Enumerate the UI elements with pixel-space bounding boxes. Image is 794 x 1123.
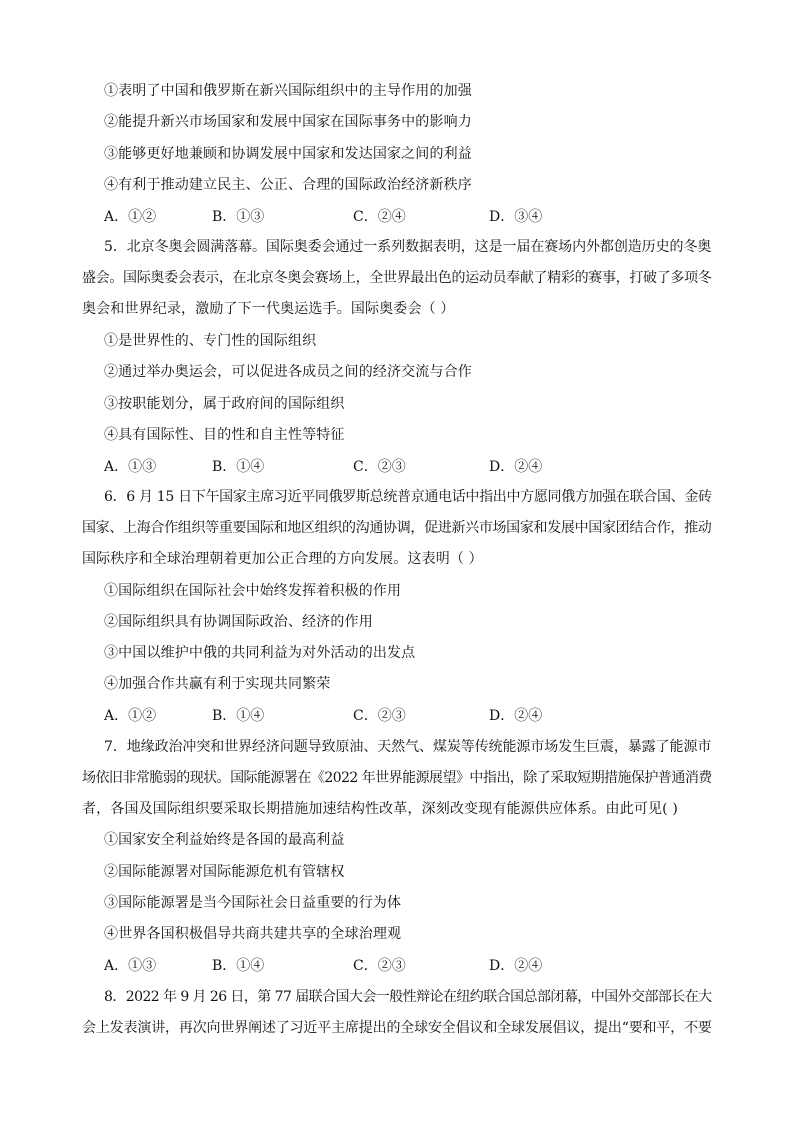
q7-option-b[interactable]: B．①④ [212, 958, 265, 974]
q4-item-1: ①表明了中国和俄罗斯在新兴国际组织中的主导作用的加强 [104, 83, 472, 99]
q5-stem-line-3: 奥会和世界纪录，激励了下一代奥运选手。国际奥委会（ ） [82, 301, 455, 317]
q4-option-c[interactable]: C．②④ [353, 209, 406, 225]
q8-stem-line-1: 8．2022 年 9 月 26 日，第 77 届联合国大会一般性辩论在纽约联合国总部闭幕，中国外交部部长在大 [104, 989, 712, 1005]
q5-item-2: ②通过举办奥运会，可以促进各成员之间的经济交流与合作 [104, 364, 472, 380]
q6-stem-line-3: 国际秩序和全球治理朝着更加公正合理的方向发展。这表明（ ） [82, 551, 483, 567]
q6-stem-line-1: 6．6 月 15 日下午国家主席习近平同俄罗斯总统普京通电话中指出中方愿同俄方加强在联合国、金砖 [104, 489, 712, 505]
q7-item-1: ①国家安全利益始终是各国的最高利益 [104, 832, 345, 848]
q6-item-3: ③中国以维护中俄的共同利益为对外活动的出发点 [104, 645, 416, 661]
q7-item-2: ②国际能源署对国际能源危机有管辖权 [104, 864, 345, 880]
q5-stem-line-1: 5．北京冬奥会圆满落幕。国际奥委会通过一系列数据表明，这是一届在赛场内外都创造历史的冬奥 [104, 239, 712, 255]
q6-item-1: ①国际组织在国际社会中始终发挥着积极的作用 [104, 583, 402, 599]
q5-option-c[interactable]: C．②③ [353, 459, 406, 475]
q4-item-4: ④有利于推动建立民主、公正、合理的国际政治经济新秩序 [104, 177, 472, 193]
q5-options [104, 456, 794, 476]
q6-stem-line-2: 国家、上海合作组织等重要国际和地区组织的沟通协调，促进新兴市场国家和发展中国家团结合作，推动 [82, 520, 712, 536]
q6-options [104, 705, 794, 725]
q7-options [104, 955, 794, 975]
q4-option-a[interactable]: A．①② [104, 209, 157, 225]
q4-item-2: ②能提升新兴市场国家和发展中国家在国际事务中的影响力 [104, 114, 472, 130]
q5-item-3: ③按职能划分，属于政府间的国际组织 [104, 396, 345, 412]
q7-stem-line-1: 7．地缘政治冲突和世界经济问题导致原油、天然气、煤炭等传统能源市场发生巨震，暴露了能源市 [104, 739, 712, 755]
q4-options [104, 206, 794, 226]
q7-option-d[interactable]: D．②④ [489, 958, 543, 974]
q4-option-b[interactable]: B．①③ [212, 209, 265, 225]
q6-item-2: ②国际组织具有协调国际政治、经济的作用 [104, 614, 373, 630]
q7-item-4: ④世界各国积极倡导共商共建共享的全球治理观 [104, 926, 402, 942]
q5-option-a[interactable]: A．①③ [104, 459, 157, 475]
q7-stem-line-3: 者，各国及国际组织要采取长期措施加速结构性改革，深刻改变现有能源供应体系。由此可见( ) [82, 801, 678, 817]
q4-item-3: ③能够更好地兼顾和协调发展中国家和发达国家之间的利益 [104, 146, 472, 162]
q7-item-3: ③国际能源署是当今国际社会日益重要的行为体 [104, 895, 402, 911]
q8-stem-line-2: 会上发表演讲，再次向世界阐述了习近平主席提出的全球安全倡议和全球发展倡议，提出“要和平，不要 [82, 1020, 712, 1036]
q5-item-1: ①是世界性的、专门性的国际组织 [104, 333, 317, 349]
q7-option-c[interactable]: C．②③ [353, 958, 406, 974]
q6-option-a[interactable]: A．①② [104, 708, 157, 724]
q5-item-4: ④具有国际性、目的性和自主性等特征 [104, 427, 345, 443]
q7-option-a[interactable]: A．①③ [104, 958, 157, 974]
q5-option-d[interactable]: D．②④ [489, 459, 543, 475]
q6-item-4: ④加强合作共赢有利于实现共同繁荣 [104, 676, 331, 692]
q4-option-d[interactable]: D．③④ [489, 209, 543, 225]
q7-stem-line-2: 场依旧非常脆弱的现状。国际能源署在《2022 年世界能源展望》中指出，除了采取短期措施保护普通消费 [82, 770, 712, 786]
q6-option-d[interactable]: D．②④ [489, 708, 543, 724]
q6-option-c[interactable]: C．②③ [353, 708, 406, 724]
q5-option-b[interactable]: B．①④ [212, 459, 265, 475]
q5-stem-line-2: 盛会。国际奥委会表示，在北京冬奥会赛场上，全世界最出色的运动员奉献了精彩的赛事，打破了多项冬 [82, 270, 712, 286]
q6-option-b[interactable]: B．①④ [212, 708, 265, 724]
